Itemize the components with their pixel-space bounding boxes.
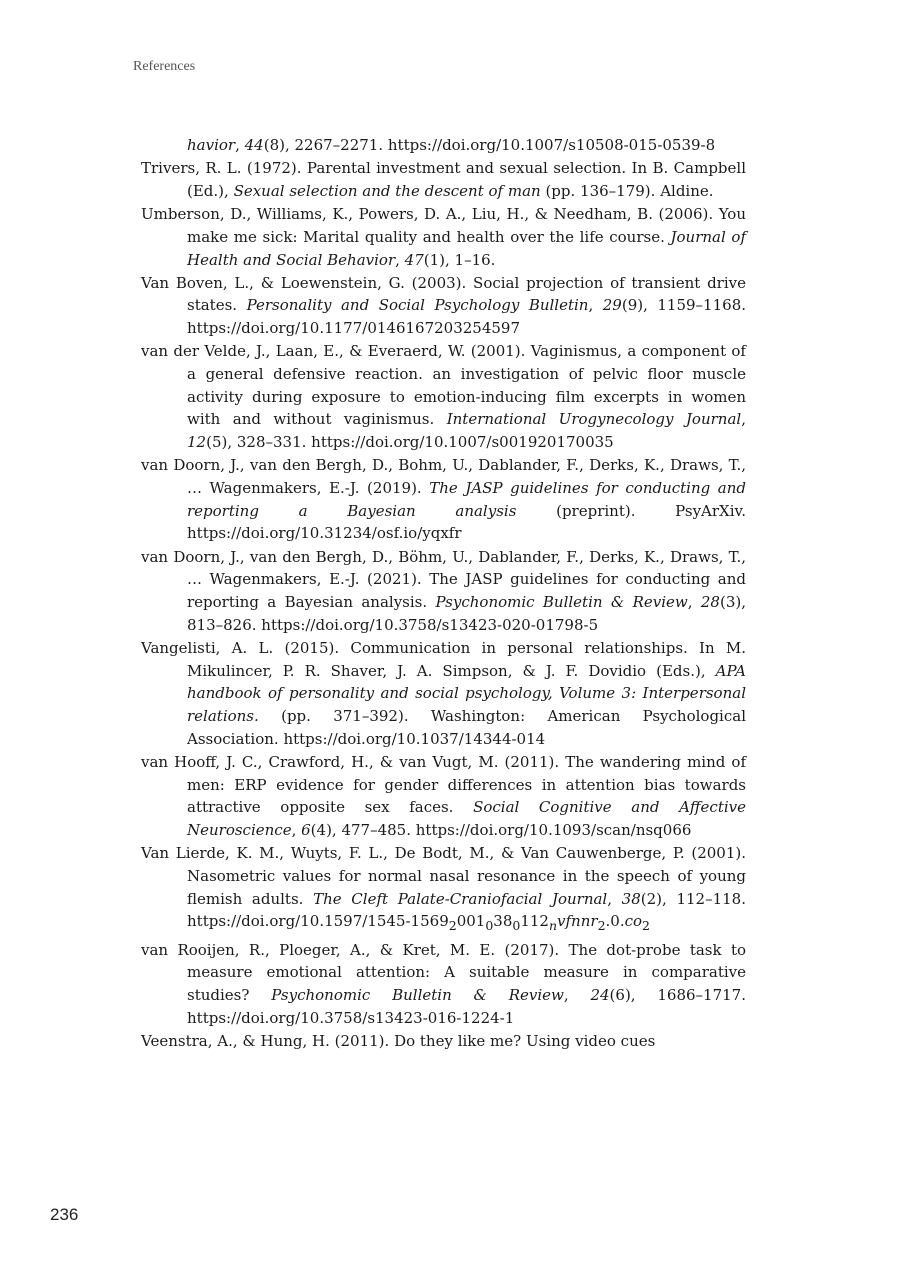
reference-text: ,	[563, 986, 591, 1005]
reference-entry	[141, 203, 746, 271]
reference-text: (5), 328–331. https://doi.org/10.1007/s001920170035	[206, 433, 614, 452]
reference-text: APA handbook of personality and social psychology, Volume 3: Interpersonal relations.	[187, 661, 746, 726]
reference-entry	[141, 340, 746, 454]
reference-text: Vangelisti, A. L. (2015). Communication in personal relationships. In M. Mikulincer, P. R. Shaver, J. A. Simpson, & J. F. Dovidio (Eds.),	[141, 638, 746, 680]
reference-text: Psychonomic Bulletin & Review	[435, 593, 688, 612]
reference-text: Trivers, R. L. (1972). Parental investment and sexual selection. In B. Campbell (Ed.),	[141, 159, 746, 200]
reference-entry	[141, 546, 746, 637]
reference-text: ,	[235, 136, 245, 154]
reference-text: 001	[456, 912, 486, 931]
reference-text: co	[624, 912, 643, 931]
reference-text: (4), 477–485. https://doi.org/10.1093/scan/nsq066	[310, 821, 692, 840]
reference-text: ,	[395, 250, 405, 269]
reference-text: Van Lierde, K. M., Wuyts, F. L., De Bodt, M., & Van Cauwenberge, P. (2001). Nasometric values for normal nasal resonance in the speech of young flemish adults.	[141, 844, 746, 908]
reference-text: 2	[642, 918, 650, 934]
reference-text: 0	[512, 918, 521, 934]
reference-text: Psychonomic Bulletin & Review	[271, 986, 564, 1005]
reference-text: (8), 2267–2271. https://doi.org/10.1007/s10508-015-0539-8	[263, 136, 716, 154]
reference-text: van Doorn, J., van den Bergh, D., Bohm, U., Dablander, F., Derks, K., Draws, T., … Wagenmakers, E.-J. (2019).	[141, 456, 746, 498]
reference-entry	[141, 939, 746, 1030]
reference-text: Umberson, D., Williams, K., Powers, D. A., Liu, H., & Needham, B. (2006). You make me sick: Marital quality and health over the life course.	[141, 205, 746, 246]
reference-text: 47	[404, 250, 424, 269]
reference-text: 112	[520, 912, 549, 931]
reference-text: 38	[493, 912, 513, 931]
reference-text: (9), 1159–1168. https://doi.org/10.1177/0146167203254597	[187, 296, 747, 338]
reference-text: Journal of Health and Social Behavior	[187, 227, 746, 269]
reference-list	[141, 134, 746, 1053]
reference-entry	[141, 157, 746, 202]
page-number: 236	[50, 1205, 79, 1224]
reference-text: van Hooff, J. C., Crawford, H., & van Vugt, M. (2011). The wandering mind of men: ERP evidence for gender differences in attention bias towards attractive opposite sex faces.	[141, 752, 746, 817]
reference-entry	[141, 751, 746, 842]
reference-text: 0	[485, 918, 494, 934]
reference-text: n	[548, 918, 558, 934]
reference-entry	[141, 454, 746, 545]
reference-text: ,	[687, 593, 701, 612]
reference-entry	[141, 637, 746, 751]
reference-text: 24	[590, 986, 610, 1005]
reference-entry	[141, 134, 746, 157]
reference-entry	[141, 1030, 746, 1053]
reference-text: (pp. 136–179). Aldine.	[540, 181, 714, 200]
reference-text: .0.	[605, 912, 625, 931]
reference-text: The Cleft Palate-Craniofacial Journal	[313, 889, 608, 908]
reference-text: Veenstra, A., & Hung, H. (2011). Do they like me? Using video cues	[141, 1031, 656, 1050]
reference-text: Social Cognitive and Affective Neuroscience	[187, 798, 746, 840]
reference-text: 12	[187, 433, 207, 452]
reference-text: The JASP guidelines for conducting and reporting a Bayesian analysis	[187, 479, 746, 520]
reference-text: (6), 1686–1717. https://doi.org/10.3758/s13423-016-1224-1	[187, 986, 746, 1027]
reference-text: (preprint). PsyArXiv. https://doi.org/10.31234/osf.io/yqxfr	[187, 501, 746, 543]
reference-text: (pp. 371–392). Washington: American Psychological Association. https://doi.org/10.1037/14344-014	[187, 707, 746, 748]
reference-text: ,	[588, 296, 603, 315]
reference-text: van Rooijen, R., Ploeger, A., & Kret, M. E. (2017). The dot-probe task to measure emotional attention: A suitable measure in comparative studies?	[141, 940, 746, 1005]
reference-text: 38	[621, 889, 641, 908]
reference-text: Sexual selection and the descent of man	[233, 181, 541, 200]
reference-text: 2	[597, 918, 606, 934]
reference-text: Van Boven, L., & Loewenstein, G. (2003). Social projection of transient drive states.	[141, 273, 746, 315]
reference-text: 6	[301, 821, 311, 840]
reference-text: International Urogynecology Journal	[446, 410, 742, 429]
reference-text: ,	[607, 889, 622, 908]
reference-text: vfnnr	[557, 912, 598, 931]
running-head: References	[133, 59, 196, 74]
reference-text: (1), 1–16.	[423, 250, 496, 269]
reference-entry	[141, 272, 746, 340]
reference-entry	[141, 842, 746, 938]
reference-text: (3), 813–826. https://doi.org/10.3758/s13423-020-01798-5	[187, 593, 746, 634]
reference-text: van der Velde, J., Laan, E., & Everaerd, W. (2001). Vaginismus, a component of a general defensive reaction. an investigation of pelvic floor muscle activity during exposure to emotion-inducing film excerpts in women with and without vaginismus.	[141, 342, 746, 429]
reference-text: 29	[602, 296, 622, 315]
reference-text: havior	[187, 136, 236, 154]
reference-text: Personality and Social Psychology Bulletin	[246, 296, 589, 315]
reference-text: 2	[448, 918, 457, 934]
reference-text: ,	[741, 410, 746, 429]
reference-text: 44	[244, 136, 264, 154]
reference-text: (2), 112–118. https://doi.org/10.1597/1545-1569	[187, 889, 746, 931]
reference-text: van Doorn, J., van den Bergh, D., Böhm, U., Dablander, F., Derks, K., Draws, T., … Wagenmakers, E.-J. (2021). The JASP guidelines for conducting and reporting a Bayesian analysis.	[141, 547, 746, 612]
reference-text: ,	[291, 821, 302, 840]
reference-text: 28	[700, 593, 720, 612]
